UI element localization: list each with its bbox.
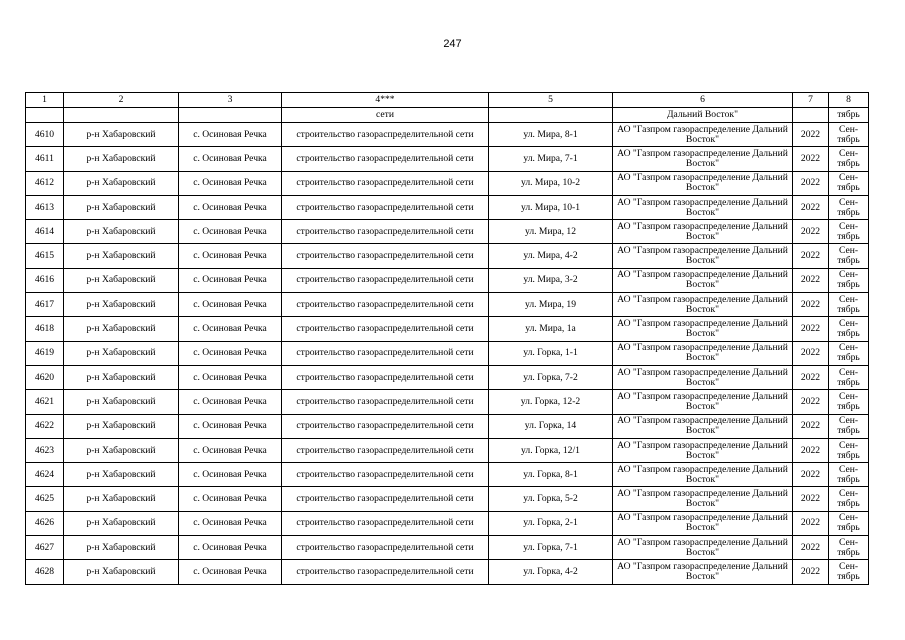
- settlement-cell: с. Осиновая Речка: [179, 536, 282, 560]
- work-type-cell: строительство газораспределительной сети: [282, 293, 489, 317]
- month-cell: Сен-тябрь: [829, 123, 869, 147]
- work-type-cell: строительство газораспределительной сети: [282, 123, 489, 147]
- row-number-cell: 4615: [26, 244, 64, 268]
- continuation-cell: сети: [282, 108, 489, 123]
- work-type-cell: строительство газораспределительной сети: [282, 414, 489, 438]
- continuation-cell: [793, 108, 829, 123]
- year-cell: 2022: [793, 414, 829, 438]
- month-cell: Сен-тябрь: [829, 487, 869, 511]
- table-row: [26, 536, 869, 560]
- settlement-cell: с. Осиновая Речка: [179, 220, 282, 244]
- district-cell: р-н Хабаровский: [64, 414, 179, 438]
- year-cell: 2022: [793, 463, 829, 487]
- column-header: 5: [489, 93, 613, 108]
- address-cell: ул. Горка, 12/1: [489, 438, 613, 462]
- year-cell: 2022: [793, 171, 829, 195]
- table-row: [26, 560, 869, 584]
- month-cell: Сен-тябрь: [829, 268, 869, 292]
- table-row: [26, 123, 869, 147]
- settlement-cell: с. Осиновая Речка: [179, 463, 282, 487]
- year-cell: 2022: [793, 536, 829, 560]
- continuation-cell: [489, 108, 613, 123]
- address-cell: ул. Горка, 5-2: [489, 487, 613, 511]
- month-cell: Сен-тябрь: [829, 220, 869, 244]
- organization-cell: АО "Газпром газораспределение Дальний Восток": [613, 123, 793, 147]
- month-cell: Сен-тябрь: [829, 293, 869, 317]
- work-type-cell: строительство газораспределительной сети: [282, 317, 489, 341]
- settlement-cell: с. Осиновая Речка: [179, 268, 282, 292]
- district-cell: р-н Хабаровский: [64, 293, 179, 317]
- year-cell: 2022: [793, 123, 829, 147]
- settlement-cell: с. Осиновая Речка: [179, 244, 282, 268]
- organization-cell: АО "Газпром газораспределение Дальний Восток": [613, 511, 793, 535]
- settlement-cell: с. Осиновая Речка: [179, 195, 282, 219]
- registry-table: [25, 92, 869, 585]
- month-cell: Сен-тябрь: [829, 365, 869, 389]
- column-header: 1: [26, 93, 64, 108]
- organization-cell: АО "Газпром газораспределение Дальний Восток": [613, 487, 793, 511]
- column-number-row: [26, 93, 869, 108]
- organization-cell: АО "Газпром газораспределение Дальний Восток": [613, 171, 793, 195]
- table-row: [26, 268, 869, 292]
- row-number-cell: 4627: [26, 536, 64, 560]
- year-cell: 2022: [793, 317, 829, 341]
- month-cell: Сен-тябрь: [829, 171, 869, 195]
- page-number: 247: [443, 38, 462, 50]
- settlement-cell: с. Осиновая Речка: [179, 123, 282, 147]
- settlement-cell: с. Осиновая Речка: [179, 147, 282, 171]
- address-cell: ул. Мира, 7-1: [489, 147, 613, 171]
- address-cell: ул. Горка, 7-2: [489, 365, 613, 389]
- organization-cell: АО "Газпром газораспределение Дальний Восток": [613, 220, 793, 244]
- column-header: 7: [793, 93, 829, 108]
- district-cell: р-н Хабаровский: [64, 365, 179, 389]
- table-row: [26, 220, 869, 244]
- district-cell: р-н Хабаровский: [64, 317, 179, 341]
- work-type-cell: строительство газораспределительной сети: [282, 365, 489, 389]
- row-number-cell: 4618: [26, 317, 64, 341]
- work-type-cell: строительство газораспределительной сети: [282, 536, 489, 560]
- month-cell: Сен-тябрь: [829, 414, 869, 438]
- row-number-cell: 4616: [26, 268, 64, 292]
- district-cell: р-н Хабаровский: [64, 463, 179, 487]
- address-cell: ул. Мира, 1а: [489, 317, 613, 341]
- address-cell: ул. Горка, 7-1: [489, 536, 613, 560]
- address-cell: ул. Горка, 2-1: [489, 511, 613, 535]
- month-cell: Сен-тябрь: [829, 390, 869, 414]
- table-row: [26, 511, 869, 535]
- table-row: [26, 317, 869, 341]
- row-number-cell: 4614: [26, 220, 64, 244]
- work-type-cell: строительство газораспределительной сети: [282, 341, 489, 365]
- district-cell: р-н Хабаровский: [64, 268, 179, 292]
- address-cell: ул. Мира, 8-1: [489, 123, 613, 147]
- month-cell: Сен-тябрь: [829, 463, 869, 487]
- column-header: 4***: [282, 93, 489, 108]
- settlement-cell: с. Осиновая Речка: [179, 317, 282, 341]
- month-cell: Сен-тябрь: [829, 317, 869, 341]
- district-cell: р-н Хабаровский: [64, 195, 179, 219]
- work-type-cell: строительство газораспределительной сети: [282, 463, 489, 487]
- year-cell: 2022: [793, 293, 829, 317]
- table-row: [26, 147, 869, 171]
- row-number-cell: 4610: [26, 123, 64, 147]
- year-cell: 2022: [793, 390, 829, 414]
- year-cell: 2022: [793, 487, 829, 511]
- settlement-cell: с. Осиновая Речка: [179, 293, 282, 317]
- district-cell: р-н Хабаровский: [64, 511, 179, 535]
- continuation-cell: Дальний Восток": [613, 108, 793, 123]
- continuation-cell: тябрь: [829, 108, 869, 123]
- column-header: 8: [829, 93, 869, 108]
- year-cell: 2022: [793, 438, 829, 462]
- row-number-cell: 4612: [26, 171, 64, 195]
- work-type-cell: строительство газораспределительной сети: [282, 220, 489, 244]
- table-row: [26, 244, 869, 268]
- continuation-cell: [26, 108, 64, 123]
- month-cell: Сен-тябрь: [829, 147, 869, 171]
- work-type-cell: строительство газораспределительной сети: [282, 390, 489, 414]
- year-cell: 2022: [793, 244, 829, 268]
- work-type-cell: строительство газораспределительной сети: [282, 244, 489, 268]
- address-cell: ул. Мира, 19: [489, 293, 613, 317]
- row-number-cell: 4619: [26, 341, 64, 365]
- address-cell: ул. Горка, 4-2: [489, 560, 613, 584]
- address-cell: ул. Горка, 8-1: [489, 463, 613, 487]
- district-cell: р-н Хабаровский: [64, 560, 179, 584]
- month-cell: Сен-тябрь: [829, 536, 869, 560]
- year-cell: 2022: [793, 560, 829, 584]
- settlement-cell: с. Осиновая Речка: [179, 487, 282, 511]
- organization-cell: АО "Газпром газораспределение Дальний Восток": [613, 293, 793, 317]
- table-row: [26, 293, 869, 317]
- district-cell: р-н Хабаровский: [64, 244, 179, 268]
- district-cell: р-н Хабаровский: [64, 438, 179, 462]
- table-row: [26, 390, 869, 414]
- settlement-cell: с. Осиновая Речка: [179, 560, 282, 584]
- continuation-cell: [64, 108, 179, 123]
- district-cell: р-н Хабаровский: [64, 536, 179, 560]
- settlement-cell: с. Осиновая Речка: [179, 438, 282, 462]
- work-type-cell: строительство газораспределительной сети: [282, 195, 489, 219]
- table-row: [26, 414, 869, 438]
- year-cell: 2022: [793, 147, 829, 171]
- row-number-cell: 4621: [26, 390, 64, 414]
- column-header: 6: [613, 93, 793, 108]
- settlement-cell: с. Осиновая Речка: [179, 511, 282, 535]
- address-cell: ул. Мира, 10-2: [489, 171, 613, 195]
- table-row: [26, 463, 869, 487]
- continuation-row: [26, 108, 869, 123]
- organization-cell: АО "Газпром газораспределение Дальний Восток": [613, 463, 793, 487]
- settlement-cell: с. Осиновая Речка: [179, 414, 282, 438]
- month-cell: Сен-тябрь: [829, 511, 869, 535]
- year-cell: 2022: [793, 268, 829, 292]
- row-number-cell: 4628: [26, 560, 64, 584]
- address-cell: ул. Мира, 12: [489, 220, 613, 244]
- table-row: [26, 341, 869, 365]
- work-type-cell: строительство газораспределительной сети: [282, 268, 489, 292]
- year-cell: 2022: [793, 365, 829, 389]
- address-cell: ул. Мира, 10-1: [489, 195, 613, 219]
- district-cell: р-н Хабаровский: [64, 220, 179, 244]
- organization-cell: АО "Газпром газораспределение Дальний Восток": [613, 560, 793, 584]
- district-cell: р-н Хабаровский: [64, 123, 179, 147]
- address-cell: ул. Горка, 14: [489, 414, 613, 438]
- work-type-cell: строительство газораспределительной сети: [282, 171, 489, 195]
- row-number-cell: 4626: [26, 511, 64, 535]
- row-number-cell: 4620: [26, 365, 64, 389]
- table-row: [26, 438, 869, 462]
- work-type-cell: строительство газораспределительной сети: [282, 511, 489, 535]
- row-number-cell: 4623: [26, 438, 64, 462]
- organization-cell: АО "Газпром газораспределение Дальний Восток": [613, 268, 793, 292]
- district-cell: р-н Хабаровский: [64, 390, 179, 414]
- address-cell: ул. Горка, 12-2: [489, 390, 613, 414]
- row-number-cell: 4622: [26, 414, 64, 438]
- row-number-cell: 4625: [26, 487, 64, 511]
- organization-cell: АО "Газпром газораспределение Дальний Восток": [613, 365, 793, 389]
- work-type-cell: строительство газораспределительной сети: [282, 487, 489, 511]
- table-row: [26, 365, 869, 389]
- continuation-cell: [179, 108, 282, 123]
- month-cell: Сен-тябрь: [829, 438, 869, 462]
- address-cell: ул. Мира, 4-2: [489, 244, 613, 268]
- month-cell: Сен-тябрь: [829, 560, 869, 584]
- column-header: 3: [179, 93, 282, 108]
- organization-cell: АО "Газпром газораспределение Дальний Восток": [613, 195, 793, 219]
- settlement-cell: с. Осиновая Речка: [179, 390, 282, 414]
- settlement-cell: с. Осиновая Речка: [179, 341, 282, 365]
- year-cell: 2022: [793, 220, 829, 244]
- organization-cell: АО "Газпром газораспределение Дальний Восток": [613, 390, 793, 414]
- month-cell: Сен-тябрь: [829, 244, 869, 268]
- address-cell: ул. Мира, 3-2: [489, 268, 613, 292]
- district-cell: р-н Хабаровский: [64, 171, 179, 195]
- table-row: [26, 487, 869, 511]
- organization-cell: АО "Газпром газораспределение Дальний Восток": [613, 341, 793, 365]
- organization-cell: АО "Газпром газораспределение Дальний Восток": [613, 147, 793, 171]
- table-row: [26, 171, 869, 195]
- district-cell: р-н Хабаровский: [64, 147, 179, 171]
- row-number-cell: 4613: [26, 195, 64, 219]
- month-cell: Сен-тябрь: [829, 195, 869, 219]
- row-number-cell: 4611: [26, 147, 64, 171]
- work-type-cell: строительство газораспределительной сети: [282, 147, 489, 171]
- year-cell: 2022: [793, 341, 829, 365]
- settlement-cell: с. Осиновая Речка: [179, 365, 282, 389]
- work-type-cell: строительство газораспределительной сети: [282, 438, 489, 462]
- year-cell: 2022: [793, 511, 829, 535]
- table-row: [26, 195, 869, 219]
- organization-cell: АО "Газпром газораспределение Дальний Восток": [613, 317, 793, 341]
- column-header: 2: [64, 93, 179, 108]
- district-cell: р-н Хабаровский: [64, 341, 179, 365]
- month-cell: Сен-тябрь: [829, 341, 869, 365]
- organization-cell: АО "Газпром газораспределение Дальний Восток": [613, 438, 793, 462]
- year-cell: 2022: [793, 195, 829, 219]
- settlement-cell: с. Осиновая Речка: [179, 171, 282, 195]
- work-type-cell: строительство газораспределительной сети: [282, 560, 489, 584]
- row-number-cell: 4617: [26, 293, 64, 317]
- address-cell: ул. Горка, 1-1: [489, 341, 613, 365]
- organization-cell: АО "Газпром газораспределение Дальний Восток": [613, 244, 793, 268]
- row-number-cell: 4624: [26, 463, 64, 487]
- organization-cell: АО "Газпром газораспределение Дальний Восток": [613, 536, 793, 560]
- organization-cell: АО "Газпром газораспределение Дальний Восток": [613, 414, 793, 438]
- district-cell: р-н Хабаровский: [64, 487, 179, 511]
